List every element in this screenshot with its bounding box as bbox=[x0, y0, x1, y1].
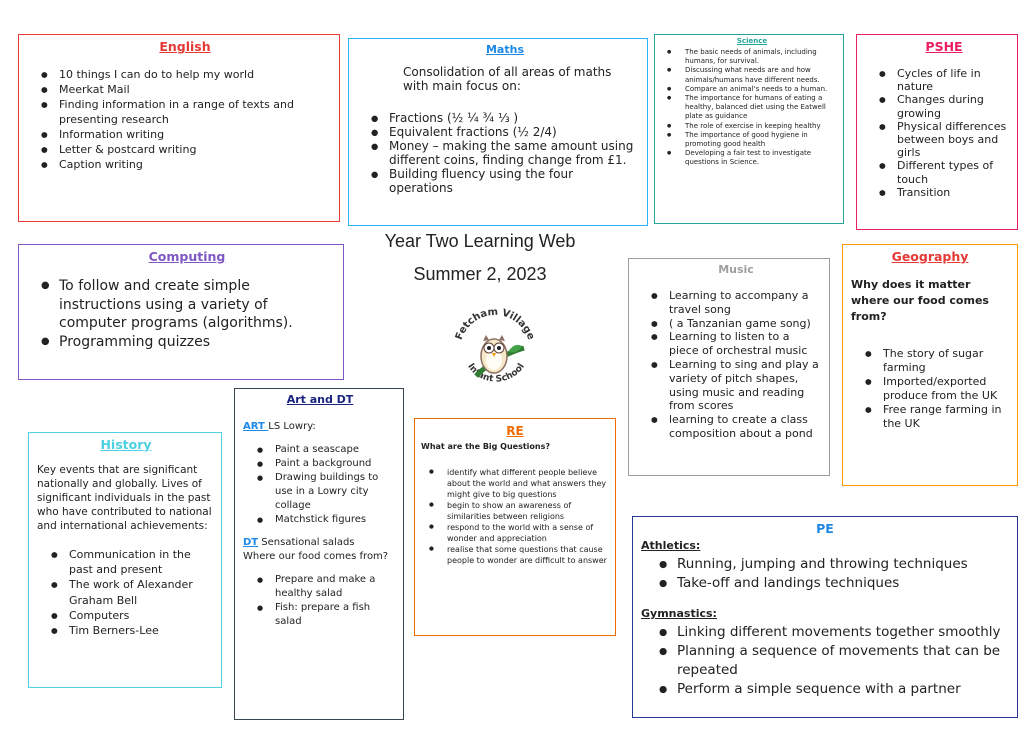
athletics-label: Athletics: bbox=[641, 539, 701, 552]
list-item: ● Meerkat Mail bbox=[41, 82, 329, 97]
art-dt-title: Art and DT bbox=[286, 393, 354, 406]
list-item: ● Matchstick figures bbox=[257, 513, 397, 527]
maths-title: Maths bbox=[485, 43, 524, 56]
list-item: ● The importance of good hygiene in promoting good health bbox=[667, 131, 837, 149]
list-item: ● identify what different people believe about the world and what answers they might give to big questions bbox=[429, 467, 609, 500]
list-item: ● Cycles of life in nature bbox=[879, 67, 1009, 93]
list-item: ● Fish: prepare a fish salad bbox=[257, 601, 397, 629]
list-item: ● Learning to listen to a piece of orchestral music bbox=[651, 330, 821, 358]
list-item: ● The importance for humans of eating a healthy, balanced diet using the Eatwell plate as guidance bbox=[667, 94, 837, 122]
dt-heading bbox=[243, 537, 397, 549]
list-item: ● Fractions (½ ¼ ¾ ⅓ ) bbox=[371, 111, 639, 125]
list-item: ● Learning to sing and play a variety of pitch shapes, using music and reading from scores bbox=[651, 358, 821, 413]
list-item: ● Programming quizzes bbox=[41, 333, 333, 352]
list-item: ● Paint a seascape bbox=[257, 443, 397, 457]
list-item: ● Information writing bbox=[41, 127, 329, 142]
school-logo bbox=[446, 306, 544, 390]
art-list bbox=[257, 443, 397, 527]
list-item: ● respond to the world with a sense of wonder and appreciation bbox=[429, 522, 609, 544]
art-dt-panel bbox=[234, 388, 404, 720]
list-item: ● Computers bbox=[51, 608, 215, 623]
list-item: ● Drawing buildings to use in a Lowry city collage bbox=[257, 471, 397, 513]
list-item: ● The role of exercise in keeping healthy bbox=[667, 122, 837, 131]
list-item: ● Transition bbox=[879, 186, 1009, 199]
list-item: ● Compare an animal's needs to a human. bbox=[667, 85, 837, 94]
list-item: ● Discussing what needs are and how animals/humans have different needs. bbox=[667, 66, 837, 84]
history-list bbox=[51, 547, 215, 638]
list-item: ● Equivalent fractions (½ 2/4) bbox=[371, 125, 639, 139]
pe-title: PE bbox=[816, 521, 834, 536]
svg-text:Infant School: Infant School bbox=[465, 361, 527, 385]
history-title: History bbox=[100, 437, 152, 452]
dt-topic: Sensational salads bbox=[258, 537, 355, 548]
list-item: ● The basic needs of animals, including humans, for survival. bbox=[667, 48, 837, 66]
list-item: ● realise that some questions that cause people to wonder are difficult to answer bbox=[429, 544, 609, 566]
re-question: What are the Big Questions? bbox=[421, 442, 551, 451]
art-topic: LS Lowry: bbox=[268, 421, 316, 432]
list-item: ● Perform a simple sequence with a partner bbox=[659, 680, 1009, 699]
list-item: ● ( a Tanzanian game song) bbox=[651, 317, 821, 331]
computing-list bbox=[41, 277, 333, 351]
list-item: ● Money – making the same amount using different coins, finding change from £1. bbox=[371, 139, 639, 167]
list-item: ● 10 things I can do to help my world bbox=[41, 67, 329, 82]
geography-list bbox=[865, 347, 1009, 431]
list-item: ● Caption writing bbox=[41, 157, 329, 172]
page-subtitle: Summer 2, 2023 bbox=[413, 264, 547, 284]
art-label: ART bbox=[243, 421, 269, 432]
re-title: RE bbox=[506, 424, 524, 438]
computing-panel bbox=[18, 244, 344, 380]
athletics-list bbox=[659, 555, 1009, 593]
list-item: ● Paint a background bbox=[257, 457, 397, 471]
english-list bbox=[41, 67, 329, 172]
pe-panel bbox=[632, 516, 1018, 718]
art-heading bbox=[243, 421, 397, 433]
music-panel bbox=[628, 258, 830, 476]
english-panel bbox=[18, 34, 340, 222]
dt-question: Where our food comes from? bbox=[243, 551, 389, 562]
re-list bbox=[429, 467, 609, 566]
list-item: ● Letter & postcard writing bbox=[41, 142, 329, 157]
list-item: ● Finding information in a range of texts and presenting research bbox=[41, 97, 329, 127]
list-item: ● To follow and create simple instructions using a variety of computer programs (algorithms). bbox=[41, 277, 333, 333]
science-panel bbox=[654, 34, 844, 224]
science-title: Science bbox=[736, 37, 768, 45]
pshe-list bbox=[879, 67, 1009, 199]
list-item: ● Imported/exported produce from the UK bbox=[865, 375, 1009, 403]
list-item: ● Prepare and make a healthy salad bbox=[257, 573, 397, 601]
science-list bbox=[667, 48, 837, 168]
pshe-panel bbox=[856, 34, 1018, 230]
history-panel bbox=[28, 432, 222, 688]
list-item: ● Planning a sequence of movements that can be repeated bbox=[659, 642, 1009, 680]
dt-label: DT bbox=[243, 537, 259, 548]
list-item: ● Running, jumping and throwing techniques bbox=[659, 555, 1009, 574]
list-item: ● Developing a fair test to investigate questions in Science. bbox=[667, 149, 837, 167]
maths-panel bbox=[348, 38, 648, 226]
dt-list bbox=[257, 573, 397, 629]
list-item: ● Changes during growing bbox=[879, 93, 1009, 119]
list-item: ● Communication in the past and present bbox=[51, 547, 215, 577]
music-list bbox=[651, 289, 821, 441]
page-title: Year Two Learning Web bbox=[384, 231, 576, 251]
list-item: ● Take-off and landings techniques bbox=[659, 574, 1009, 593]
gymnastics-list bbox=[659, 623, 1009, 699]
list-item: ● Tim Berners-Lee bbox=[51, 623, 215, 638]
svg-text:Fetcham Village: Fetcham Village bbox=[453, 306, 537, 342]
maths-intro: Consolidation of all areas of maths with main focus on: bbox=[403, 65, 612, 93]
geography-question: Why does it matter where our food comes from? bbox=[851, 278, 989, 323]
list-item: ● Physical differences between boys and girls bbox=[879, 120, 1009, 160]
list-item: ● The story of sugar farming bbox=[865, 347, 1009, 375]
geography-title: Geography bbox=[891, 249, 969, 264]
list-item: ● learning to create a class composition about a pond bbox=[651, 413, 821, 441]
list-item: ● Building fluency using the four operations bbox=[371, 167, 639, 195]
computing-title: Computing bbox=[148, 249, 226, 264]
english-title: English bbox=[159, 39, 211, 54]
list-item: ● Free range farming in the UK bbox=[865, 403, 1009, 431]
maths-list bbox=[371, 111, 639, 195]
history-intro: Key events that are significant nationally and globally. Lives of significant individuals in the past who have contributed to national and international achievements: bbox=[37, 464, 212, 532]
list-item: ● The work of Alexander Graham Bell bbox=[51, 577, 215, 607]
pshe-title: PSHE bbox=[925, 39, 963, 54]
list-item: ● Different types of touch bbox=[879, 159, 1009, 185]
list-item: ● Linking different movements together smoothly bbox=[659, 623, 1009, 642]
gymnastics-label: Gymnastics: bbox=[641, 607, 717, 620]
music-title: Music bbox=[718, 263, 754, 276]
list-item: ● begin to show an awareness of similarities between religions bbox=[429, 500, 609, 522]
geography-panel bbox=[842, 244, 1018, 486]
list-item: ● Learning to accompany a travel song bbox=[651, 289, 821, 317]
re-panel bbox=[414, 418, 616, 636]
